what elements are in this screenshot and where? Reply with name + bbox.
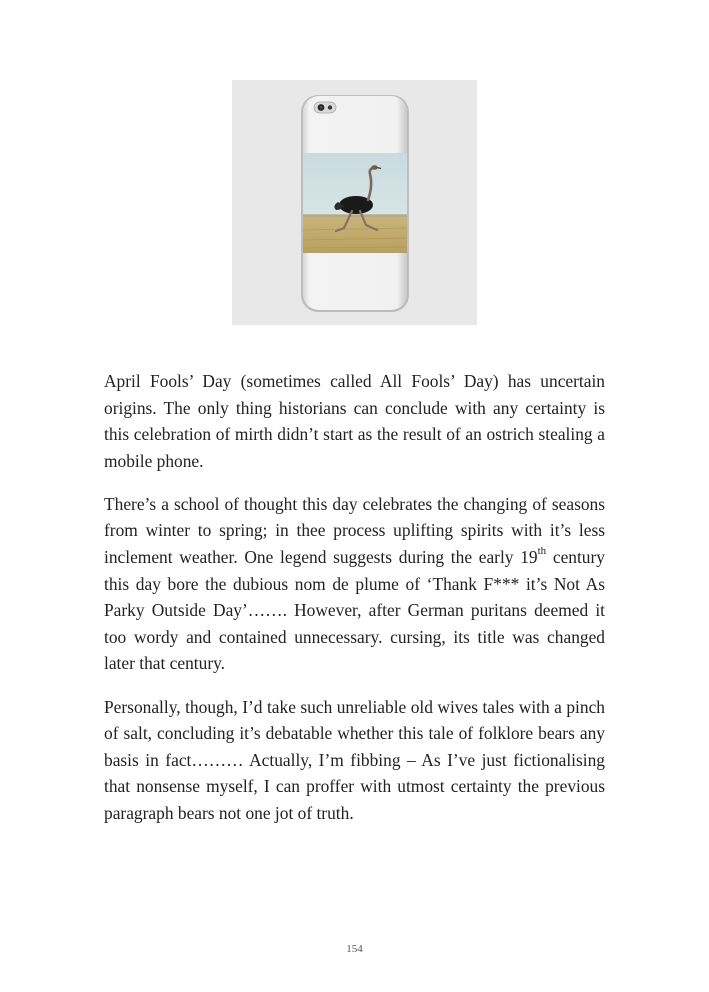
flash-icon (328, 105, 332, 109)
phone-case-figure (232, 80, 477, 325)
phone-case-illustration (232, 80, 477, 325)
ostrich-photo (303, 153, 407, 253)
ordinal-superscript: th (537, 545, 547, 558)
article-body (104, 368, 605, 843)
page-number: 154 (346, 943, 363, 955)
paragraph-2-text-start: There’s a school of thought this day celebrates the changing of seasons from winter to spring; in thee process uplifting spirits with it’s less inclement weather. One legend suggests during the early 19 (104, 493, 605, 568)
camera-module (314, 102, 336, 113)
paragraph-2-text-end: century this day bore the dubious nom de plume of ‘Thank F*** it’s Not As Parky Outside Day’……. However, after German puritans deemed it too wordy and contained unnecessary. cursing, its title was changed later that century. (104, 547, 605, 674)
paragraph-2 (104, 491, 605, 677)
paragraph-3: Personally, though, I’d take such unreliable old wives tales with a pinch of salt, concluding it’s debatable whether this tale of folklore bears any basis in fact……… Actually, I’m fibbing – As I’ve just fictionalising that nonsense myself, I can proffer with utmost certainty the previous paragraph bears not one jot of truth. (104, 696, 605, 823)
paragraph-1: April Fools’ Day (sometimes called All Fools’ Day) has uncertain origins. The only thing historians can conclude with any certainty is this celebration of mirth didn’t start as the result of an ostrich stealing a mobile phone. (104, 371, 605, 471)
